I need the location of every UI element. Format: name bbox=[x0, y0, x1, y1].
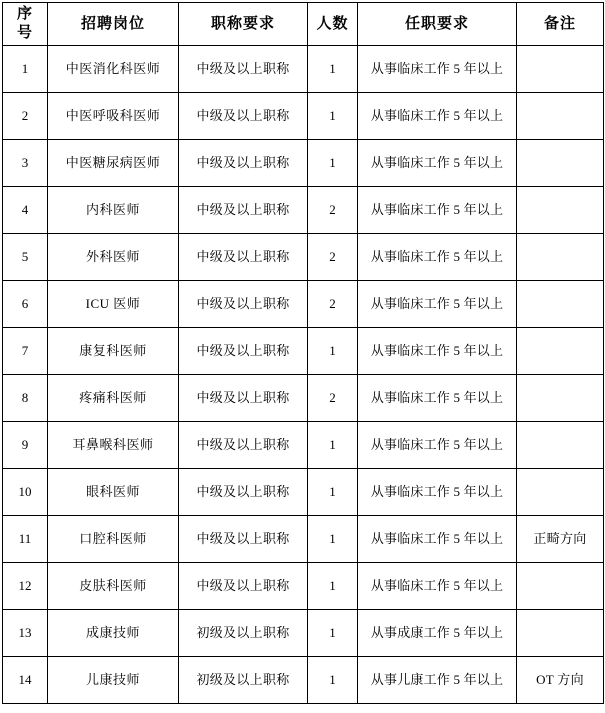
table-row bbox=[3, 563, 604, 610]
column-header-index bbox=[3, 3, 48, 46]
cell-job-requirement: 从事临床工作 5 年以上 bbox=[358, 140, 517, 187]
cell-job-requirement: 从事临床工作 5 年以上 bbox=[358, 563, 517, 610]
cell-count: 1 bbox=[308, 610, 358, 657]
cell-remark: OT 方向 bbox=[517, 657, 604, 704]
cell-job-requirement: 从事成康工作 5 年以上 bbox=[358, 610, 517, 657]
cell-remark bbox=[517, 469, 604, 516]
column-header-remark: 备注 bbox=[517, 3, 604, 46]
cell-post: 内科医师 bbox=[48, 187, 179, 234]
cell-count: 1 bbox=[308, 563, 358, 610]
cell-job-requirement: 从事临床工作 5 年以上 bbox=[358, 328, 517, 375]
cell-count: 1 bbox=[308, 140, 358, 187]
cell-count: 1 bbox=[308, 516, 358, 563]
cell-title-requirement: 中级及以上职称 bbox=[179, 328, 308, 375]
column-header-count: 人数 bbox=[308, 3, 358, 46]
table-row bbox=[3, 328, 604, 375]
cell-index: 6 bbox=[3, 281, 48, 328]
cell-title-requirement: 初级及以上职称 bbox=[179, 657, 308, 704]
cell-index: 8 bbox=[3, 375, 48, 422]
cell-index: 1 bbox=[3, 46, 48, 93]
cell-index: 3 bbox=[3, 140, 48, 187]
cell-post: 耳鼻喉科医师 bbox=[48, 422, 179, 469]
cell-index: 10 bbox=[3, 469, 48, 516]
table-row bbox=[3, 93, 604, 140]
cell-remark bbox=[517, 281, 604, 328]
cell-job-requirement: 从事临床工作 5 年以上 bbox=[358, 516, 517, 563]
cell-remark bbox=[517, 93, 604, 140]
cell-title-requirement: 中级及以上职称 bbox=[179, 93, 308, 140]
cell-job-requirement: 从事临床工作 5 年以上 bbox=[358, 375, 517, 422]
cell-remark bbox=[517, 187, 604, 234]
cell-post: 外科医师 bbox=[48, 234, 179, 281]
table-row bbox=[3, 281, 604, 328]
cell-remark bbox=[517, 610, 604, 657]
table-row bbox=[3, 657, 604, 704]
cell-index: 13 bbox=[3, 610, 48, 657]
cell-job-requirement: 从事临床工作 5 年以上 bbox=[358, 422, 517, 469]
cell-job-requirement: 从事临床工作 5 年以上 bbox=[358, 187, 517, 234]
cell-job-requirement: 从事临床工作 5 年以上 bbox=[358, 93, 517, 140]
cell-index: 2 bbox=[3, 93, 48, 140]
cell-title-requirement: 中级及以上职称 bbox=[179, 281, 308, 328]
cell-job-requirement: 从事临床工作 5 年以上 bbox=[358, 234, 517, 281]
cell-post: 口腔科医师 bbox=[48, 516, 179, 563]
column-header-index-line2: 号 bbox=[16, 25, 33, 41]
cell-title-requirement: 中级及以上职称 bbox=[179, 46, 308, 93]
cell-job-requirement: 从事临床工作 5 年以上 bbox=[358, 281, 517, 328]
cell-post: 中医糖尿病医师 bbox=[48, 140, 179, 187]
cell-title-requirement: 中级及以上职称 bbox=[179, 234, 308, 281]
table-row bbox=[3, 187, 604, 234]
column-header-index-line1: 序 bbox=[16, 6, 33, 23]
cell-count: 1 bbox=[308, 93, 358, 140]
recruitment-table-sheet bbox=[0, 2, 605, 713]
header-row bbox=[3, 3, 604, 46]
cell-remark bbox=[517, 328, 604, 375]
cell-post: 眼科医师 bbox=[48, 469, 179, 516]
cell-job-requirement: 从事临床工作 5 年以上 bbox=[358, 469, 517, 516]
column-header-title-requirement: 职称要求 bbox=[179, 3, 308, 46]
cell-count: 2 bbox=[308, 234, 358, 281]
cell-title-requirement: 中级及以上职称 bbox=[179, 422, 308, 469]
cell-title-requirement: 中级及以上职称 bbox=[179, 140, 308, 187]
cell-index: 14 bbox=[3, 657, 48, 704]
table-body bbox=[3, 46, 604, 704]
cell-post: 儿康技师 bbox=[48, 657, 179, 704]
cell-remark bbox=[517, 140, 604, 187]
cell-title-requirement: 中级及以上职称 bbox=[179, 563, 308, 610]
cell-post: 皮肤科医师 bbox=[48, 563, 179, 610]
cell-remark bbox=[517, 234, 604, 281]
table-row bbox=[3, 422, 604, 469]
cell-remark bbox=[517, 375, 604, 422]
cell-remark bbox=[517, 563, 604, 610]
column-header-job-requirement: 任职要求 bbox=[358, 3, 517, 46]
cell-count: 2 bbox=[308, 281, 358, 328]
column-header-post: 招聘岗位 bbox=[48, 3, 179, 46]
cell-title-requirement: 中级及以上职称 bbox=[179, 187, 308, 234]
cell-remark: 正畸方向 bbox=[517, 516, 604, 563]
cell-index: 5 bbox=[3, 234, 48, 281]
cell-title-requirement: 中级及以上职称 bbox=[179, 516, 308, 563]
table-row bbox=[3, 140, 604, 187]
cell-post: 疼痛科医师 bbox=[48, 375, 179, 422]
table-row bbox=[3, 46, 604, 93]
cell-job-requirement: 从事儿康工作 5 年以上 bbox=[358, 657, 517, 704]
cell-index: 4 bbox=[3, 187, 48, 234]
table-row bbox=[3, 375, 604, 422]
table-row bbox=[3, 234, 604, 281]
cell-remark bbox=[517, 422, 604, 469]
table-header bbox=[3, 3, 604, 46]
cell-title-requirement: 中级及以上职称 bbox=[179, 375, 308, 422]
cell-index: 7 bbox=[3, 328, 48, 375]
cell-post: 中医消化科医师 bbox=[48, 46, 179, 93]
cell-title-requirement: 初级及以上职称 bbox=[179, 610, 308, 657]
cell-index: 9 bbox=[3, 422, 48, 469]
cell-index: 11 bbox=[3, 516, 48, 563]
cell-count: 2 bbox=[308, 187, 358, 234]
cell-remark bbox=[517, 46, 604, 93]
cell-index: 12 bbox=[3, 563, 48, 610]
cell-count: 1 bbox=[308, 46, 358, 93]
cell-count: 1 bbox=[308, 657, 358, 704]
recruitment-table bbox=[2, 2, 604, 704]
cell-post: 成康技师 bbox=[48, 610, 179, 657]
cell-count: 1 bbox=[308, 422, 358, 469]
cell-post: ICU 医师 bbox=[48, 281, 179, 328]
cell-count: 2 bbox=[308, 375, 358, 422]
cell-post: 康复科医师 bbox=[48, 328, 179, 375]
cell-title-requirement: 中级及以上职称 bbox=[179, 469, 308, 516]
cell-count: 1 bbox=[308, 469, 358, 516]
cell-job-requirement: 从事临床工作 5 年以上 bbox=[358, 46, 517, 93]
table-row bbox=[3, 610, 604, 657]
cell-count: 1 bbox=[308, 328, 358, 375]
table-row bbox=[3, 469, 604, 516]
table-row bbox=[3, 516, 604, 563]
cell-post: 中医呼吸科医师 bbox=[48, 93, 179, 140]
